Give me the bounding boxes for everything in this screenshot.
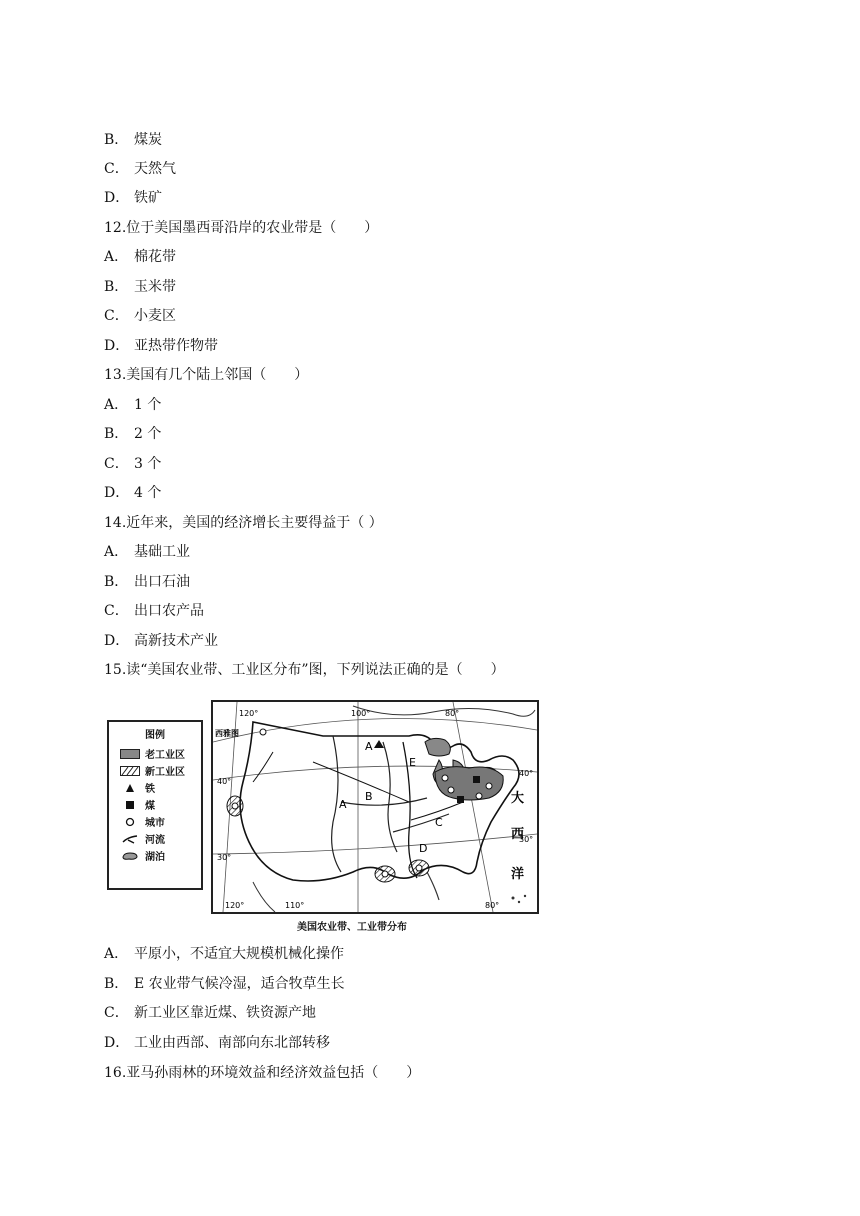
option-letter: B． (104, 279, 129, 295)
option-letter: D． (104, 1035, 130, 1051)
option-letter: C． (104, 456, 129, 472)
florida-coast (427, 872, 439, 900)
q15-option-c (104, 1003, 316, 1023)
option-text: 出口石油 (134, 574, 190, 590)
island (518, 901, 520, 903)
q14-option-a (104, 542, 190, 562)
seattle-label: 西雅图 (215, 729, 239, 738)
option-letter: C． (104, 603, 129, 619)
q12-option-a (104, 247, 176, 267)
option-letter: B． (104, 976, 129, 992)
map-legend (107, 720, 203, 890)
legend-label: 铁 (145, 784, 155, 795)
option-text: 4 个 (134, 485, 162, 501)
legend-coal (109, 796, 201, 813)
city-marker (416, 865, 422, 871)
option-letter: D． (104, 633, 130, 649)
island (512, 897, 515, 900)
city-marker (476, 793, 482, 799)
q14-option-d (104, 631, 218, 651)
option-text: 2 个 (134, 426, 162, 442)
us-agriculture-industry-map-figure (107, 700, 539, 936)
option-text: E 农业带气候冷湿，适合牧草生长 (134, 976, 345, 992)
belt-label-c: C (435, 816, 443, 829)
lon-120-bottom-label: 120° (225, 901, 245, 910)
city-marker (448, 787, 454, 793)
atlantic-label-2: 西 (511, 827, 525, 842)
old-industrial-zone (435, 767, 503, 800)
option-text: 1 个 (134, 397, 162, 413)
legend-lake (109, 847, 201, 864)
belt-label-a-north: A (365, 740, 373, 753)
canada-coast (353, 706, 535, 716)
coal-marker (473, 776, 480, 783)
q14-stem: 14.近年来，美国的经济增长主要得益于（ ） (104, 515, 383, 531)
us-map (211, 700, 539, 914)
option-text: 基础工业 (134, 544, 190, 560)
island (524, 895, 526, 897)
q12-option-d (104, 336, 218, 356)
option-text: 煤炭 (134, 132, 162, 148)
option-text: 高新技术产业 (134, 633, 218, 649)
q15-option-a (104, 944, 344, 964)
lat-40-east-label: 40° (519, 769, 534, 778)
belt-label-e: E (409, 756, 416, 769)
q16-stem: 16.亚马孙雨林的环境效益和经济效益包括（ ） (104, 1065, 421, 1081)
q14-option-b (104, 572, 190, 592)
legend-label: 河流 (145, 835, 165, 846)
option-text: 小麦区 (134, 308, 176, 324)
legend-iron (109, 779, 201, 796)
option-letter: B． (104, 132, 129, 148)
q13-option-c (104, 454, 161, 474)
option-letter: B． (104, 574, 129, 590)
coal-marker (457, 796, 464, 803)
legend-city (109, 813, 201, 830)
q13-stem: 13.美国有几个陆上邻国（ ） (104, 367, 309, 383)
atlantic-label-3: 洋 (511, 867, 525, 882)
q13-option-b (104, 424, 161, 444)
lon-80-label: 80° (445, 709, 460, 718)
belt-boundary-central (383, 742, 397, 852)
q15-option-b (104, 974, 345, 994)
option-text: 新工业区靠近煤、铁资源产地 (134, 1005, 316, 1021)
river-line-icon (119, 833, 141, 845)
q12-option-c (104, 306, 176, 326)
legend-new-industry (109, 762, 201, 779)
coal-square-icon (119, 799, 141, 811)
lake-superior (425, 738, 450, 756)
lon-80-bottom-label: 80° (485, 901, 500, 910)
iron-triangle-icon (119, 782, 141, 794)
lat-40-west-label: 40° (217, 777, 232, 786)
option-text: 3 个 (134, 456, 162, 472)
option-letter: D． (104, 338, 130, 354)
option-letter: A． (104, 946, 129, 962)
missouri-river (313, 762, 409, 802)
longitude-80-line (453, 702, 493, 912)
option-letter: C． (104, 1005, 129, 1021)
q15-stem: 15.读“美国农业带、工业区分布”图，下列说法正确的是（ ） (104, 662, 505, 678)
lon-120-label: 120° (239, 709, 259, 718)
option-text: 玉米带 (134, 279, 176, 295)
q11-option-d (104, 188, 162, 208)
option-text: 棉花带 (134, 249, 176, 265)
option-text: 亚热带作物带 (134, 338, 218, 354)
city-marker (260, 729, 266, 735)
new-industry-hatch-icon (119, 765, 141, 777)
option-text: 工业由西部、南部向东北部转移 (134, 1035, 330, 1051)
old-industry-swatch-icon (119, 748, 141, 760)
mexico-coast (253, 882, 275, 912)
map-caption: 美国农业带、工业带分布 (297, 922, 407, 933)
legend-label: 湖泊 (145, 852, 165, 863)
option-letter: C． (104, 161, 129, 177)
columbia-river (253, 752, 273, 782)
legend-label: 城市 (145, 818, 165, 829)
option-letter: A． (104, 544, 129, 560)
option-letter: D． (104, 190, 130, 206)
option-letter: C． (104, 308, 129, 324)
belt-boundary-mid (341, 798, 427, 805)
lat-30-west-label: 30° (217, 853, 232, 862)
option-text: 铁矿 (134, 190, 162, 206)
option-letter: D． (104, 485, 130, 501)
option-letter: A． (104, 397, 129, 413)
legend-river (109, 830, 201, 847)
city-marker (486, 783, 492, 789)
city-marker (382, 871, 388, 877)
q11-option-b (104, 130, 162, 150)
belt-label-d: D (419, 842, 428, 855)
option-text: 天然气 (134, 161, 176, 177)
q15-option-d (104, 1033, 330, 1053)
q12-option-b (104, 277, 176, 297)
iron-marker (374, 740, 384, 748)
q13-option-d (104, 483, 161, 503)
legend-label: 新工业区 (145, 767, 185, 778)
legend-label: 煤 (145, 801, 155, 812)
option-letter: B． (104, 426, 129, 442)
belt-label-b: B (365, 790, 373, 803)
atlantic-label-1: 大 (511, 791, 525, 806)
lon-100-label: 100° (351, 709, 371, 718)
lake-shape-icon (119, 850, 141, 862)
option-text: 平原小，不适宜大规模机械化操作 (134, 946, 344, 962)
legend-old-industry (109, 745, 201, 762)
option-letter: A． (104, 249, 129, 265)
legend-label: 老工业区 (145, 750, 185, 761)
latitude-30-line (213, 834, 537, 854)
q14-option-c (104, 601, 204, 621)
city-marker (232, 803, 238, 809)
lat-30-east-label: 30° (519, 835, 534, 844)
city-circle-icon (119, 816, 141, 828)
option-text: 出口农产品 (134, 603, 204, 619)
q11-option-c (104, 159, 176, 179)
city-marker (442, 775, 448, 781)
q12-stem: 12.位于美国墨西哥沿岸的农业带是（ ） (104, 220, 379, 236)
q13-option-a (104, 395, 161, 415)
belt-label-a: A (339, 798, 347, 811)
legend-title: 图例 (145, 730, 165, 741)
lon-110-label: 110° (285, 901, 305, 910)
